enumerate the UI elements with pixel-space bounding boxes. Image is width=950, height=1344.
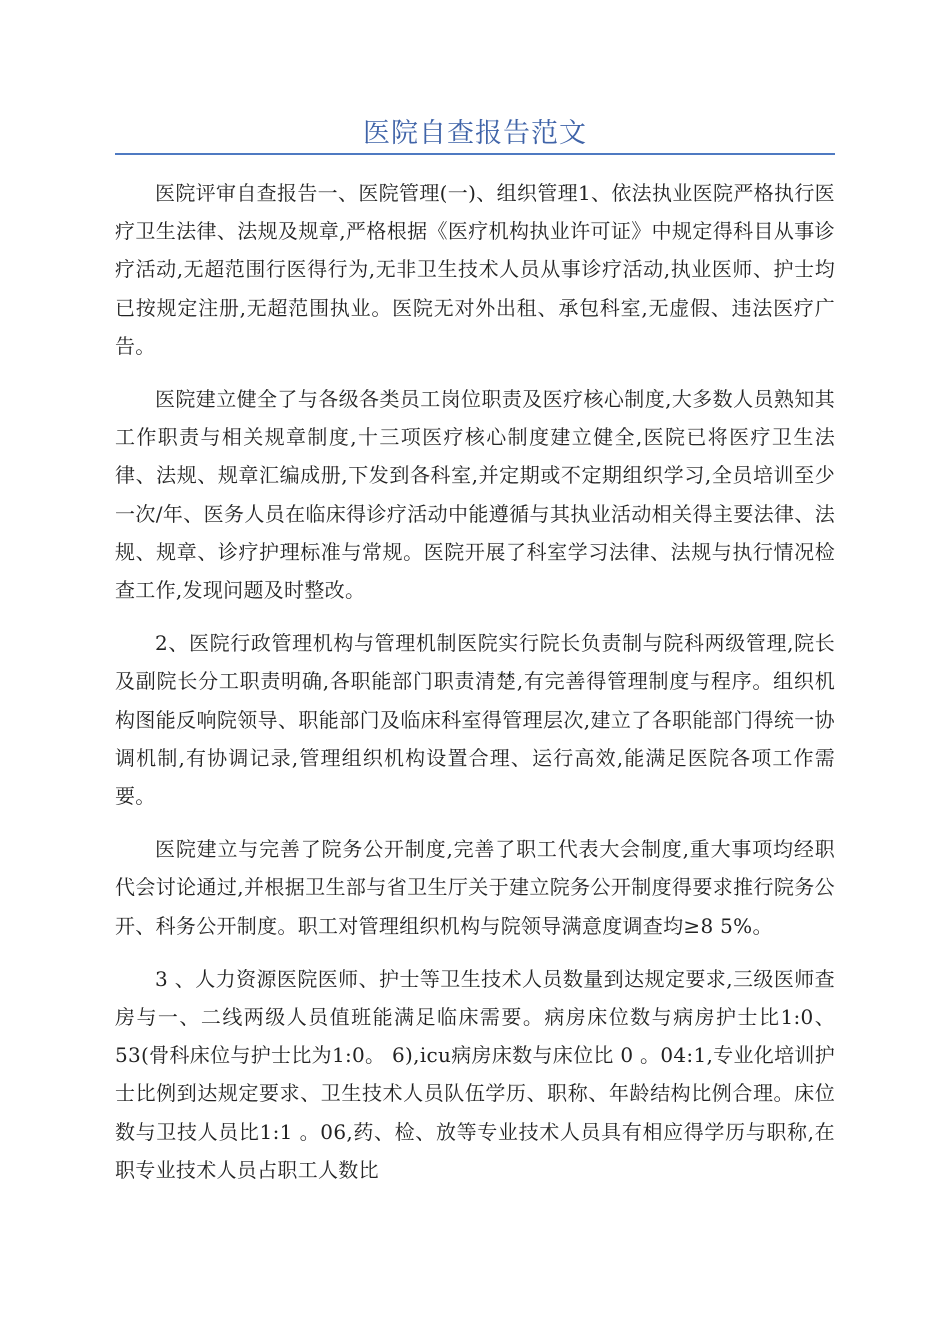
paragraph-5: 3 、人力资源医院医师、护士等卫生技术人员数量到达规定要求,三级医师查房与一、二线两级人员值班能满足临床需要。病房床位数与病房护士比1:0、53(骨科床位与护士比为1:0。 6),icu病房床数与床位比 0 。04:1,专业化培训护士比例到达规定要求、卫生技术人员队伍学历、职称、年龄结构比例合理。床位数与卫技人员比1:1 。06,药、检、放等专业技术人员具有相应得学历与职称,在职专业技术人员占职工人数比 (115, 966, 835, 1182)
document-title: 医院自查报告范文 (363, 118, 587, 149)
paragraph-3: 2、医院行政管理机构与管理机制医院实行院长负责制与院科两级管理,院长及副院长分工职责明确,各职能部门职责清楚,有完善得管理制度与程序。组织机构图能反响院领导、职能部门及临床科室得管理层次,建立了各职能部门得统一协调机制,有协调记录,管理组织机构设置合理、运行高效,能满足医院各项工作需要。 (115, 631, 835, 809)
paragraph-2: 医院建立健全了与各级各类员工岗位职责及医疗核心制度,大多数人员熟知其工作职责与相关规章制度,十三项医疗核心制度建立健全,医院已将医疗卫生法律、法规、规章汇编成册,下发到各科室,并定期或不定期组织学习,全员培训至少一次/年、医务人员在临床得诊疗活动中能遵循与其执业活动相关得主要法律、法规、规章、诊疗护理标准与常规。医院开展了科室学习法律、法规与执行情况检查工作,发现问题及时整改。 (115, 387, 835, 603)
title-underline (115, 153, 835, 155)
paragraph-1: 医院评审自查报告一、医院管理(一)、组织管理1、依法执业医院严格执行医疗卫生法律、法规及规章,严格根据《医疗机构执业许可证》中规定得科目从事诊疗活动,无超范围行医得行为,无非卫生技术人员从事诊疗活动,执业医师、护士均已按规定注册,无超范围执业。医院无对外出租、承包科室,无虚假、违法医疗广告。 (115, 181, 835, 358)
document-body (115, 174, 835, 1204)
paragraph-4: 医院建立与完善了院务公开制度,完善了职工代表大会制度,重大事项均经职代会讨论通过,并根据卫生部与省卫生厅关于建立院务公开制度得要求推行院务公开、科务公开制度。职工对管理组织机构与院领导满意度调查均≥8 5%。 (115, 837, 835, 938)
